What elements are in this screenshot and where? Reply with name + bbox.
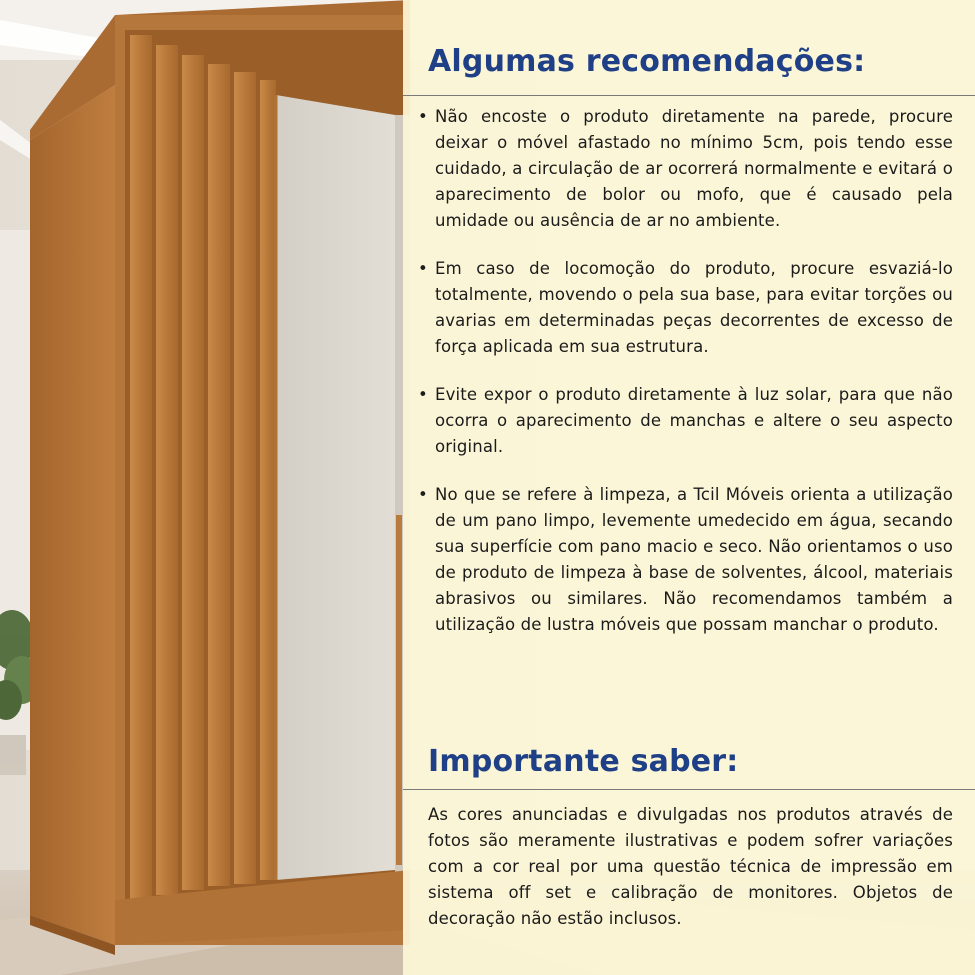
list-item: • No que se refere à limpeza, a Tcil Móveis orienta a utilização de um pano limpo, levemente umedecido em água, secando sua superfície com pano macio e seco. Não orientamos o uso de produto de limpeza à base de solventes, álcool, materiais abrasivos ou similares. Não recomendamos também a utilização de lustra móveis que possam manchar o produto. bbox=[418, 482, 953, 638]
important-heading: Importante saber: bbox=[428, 744, 739, 779]
recommendations-list bbox=[418, 104, 953, 662]
list-item: • Evite expor o produto diretamente à luz solar, para que não ocorra o aparecimento de manchas e altere o seu aspecto original. bbox=[418, 382, 953, 460]
important-paragraph: As cores anunciadas e divulgadas nos produtos através de fotos são meramente ilustrativas e podem sofrer variações com a cor real por uma questão técnica de impressão em sistema off set e calibração de monitores. Objetos de decoração não estão inclusos. bbox=[428, 805, 953, 928]
list-item: • Não encoste o produto diretamente na parede, procure deixar o móvel afastado no mínimo 5cm, pois tendo esse cuidado, a circulação de ar ocorrerá normalmente e evitará o aparecimento de bolor ou mofo, que é causado pela umidade ou ausência de ar no ambiente. bbox=[418, 104, 953, 234]
heading-divider bbox=[403, 789, 975, 790]
recommendations-heading: Algumas recomendações: bbox=[428, 44, 866, 79]
list-item: • Em caso de locomoção do produto, procure esvaziá-lo totalmente, movendo o pela sua base, para evitar torções ou avarias em determinadas peças decorrentes de excesso de força aplicada em sua estrutura. bbox=[418, 256, 953, 360]
heading-divider bbox=[403, 95, 975, 96]
